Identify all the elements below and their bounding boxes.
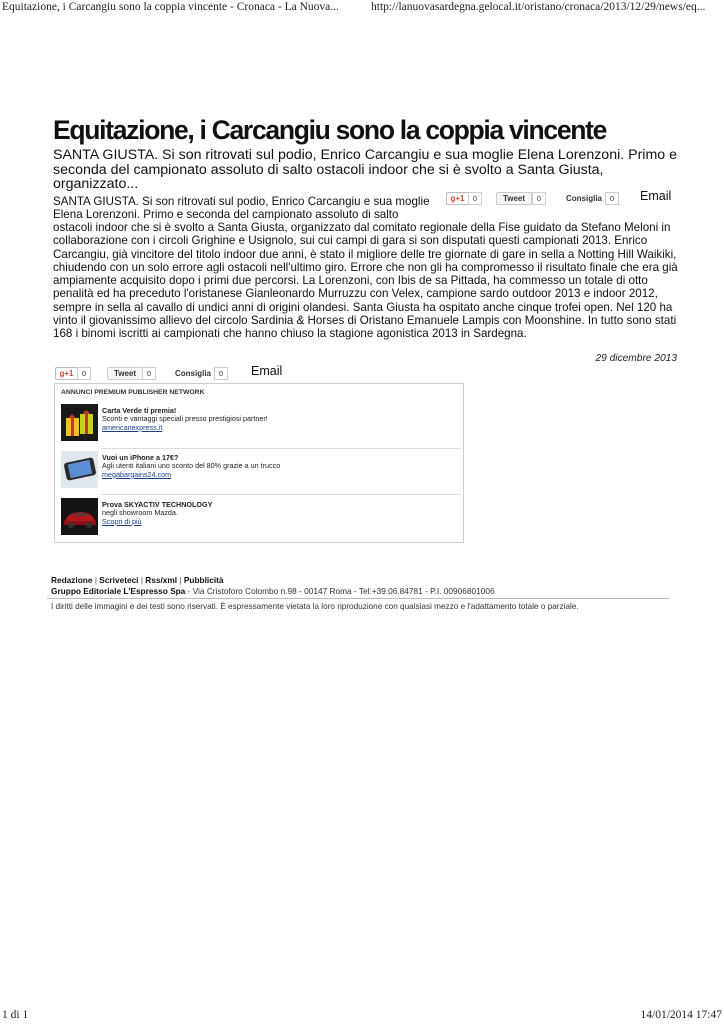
share-bar-top <box>446 189 686 206</box>
ad-link[interactable]: americanexpress.it <box>102 422 163 432</box>
print-datetime: 14/01/2014 17:47 <box>640 1009 722 1021</box>
ad-item[interactable] <box>61 498 461 544</box>
article-summary: SANTA GIUSTA. Si son ritrovati sul podio, Enrico Carcangiu e sua moglie Elena Lorenzoni. Primo e seconda del campionato assoluto di salto ostacoli indoor che si è svolto a Santa Giusta, organizzato... <box>53 147 678 193</box>
facebook-like-button[interactable]: Consiglia <box>565 194 602 203</box>
ad-description: negli showroom Mazda. <box>102 508 178 518</box>
gplus-count: 0 <box>468 192 482 205</box>
footer-separator: | <box>140 575 143 585</box>
ad-title[interactable]: Carta Verde ti premia! <box>102 406 177 415</box>
company-details: - Via Cristoforo Colombo n.98 - 00147 Roma - Tel:+39.06.84781 - P.I. 00906801006 <box>185 586 495 596</box>
gplus-icon: g <box>59 369 65 378</box>
article-lead: SANTA GIUSTA. Si son ritrovati sul podio, Enrico Carcangiu e sua moglie Elena Lorenzoni. Primo e seconda del campionato assoluto di salto <box>53 195 430 222</box>
company-name[interactable]: Gruppo Editoriale L'Espresso Spa <box>51 586 186 596</box>
company-info <box>51 586 495 596</box>
facebook-like-count: 0 <box>214 367 228 380</box>
article-body: ostacoli indoor che si è svolto a Santa Giusta, organizzato dal comitato regionale della Fise guidato da Stefano Meloni in collaborazione con i circoli Grighine e Usignolo, sui cui campi di gara si son disputati questi campionati 2013. Enrico Carcangiu, già vincitore del titolo indoor due anni, è stato il migliore delle tre giornate di gare in sella a Notting Hill Waikiki, chiudendo con un solo errore agli ostacoli nell'ultimo giro. Errore che non gli ha compromesso il risultato finale che era già ampiamente acquisito dopo i primi due percorsi. La Lorenzoni, con Ibis de sa Pittada, ha commesso un totale di otto penalità ed ha preceduto l'oristanese Gianleonardo Murruzzu con Velex, campione sardo outdoor 2013 e indoor 2012, sempre in sella al cavallo di undici anni di origini olandesi. Santa Giusta ha ospitato anche cinque trofei open. Nel 120 ha vinto il giovanissimo allievo del circolo Sardinia & Horses di Oristano Emanuele Lampis con Moonshine. In tutto sono stati 168 i binomi iscritti ai campionati che hanno chiuso la stagione agonistica 2013 in Sardegna. <box>53 221 678 341</box>
tweet-count: 0 <box>532 192 546 205</box>
ad-description: Agli utenti italiani uno sconto del 80% grazie a un trucco <box>102 461 281 471</box>
ads-title: ANNUNCI PREMIUM PUBLISHER NETWORK <box>61 389 205 396</box>
ad-title[interactable]: Vuoi un iPhone a 17€? <box>102 453 179 462</box>
tweet-button[interactable]: Tweet <box>107 367 143 380</box>
ad-divider <box>101 494 461 495</box>
footer-link-scriveteci[interactable]: Scriveteci <box>99 575 139 585</box>
tweet-button[interactable]: Tweet <box>496 192 532 205</box>
share-bar-bottom <box>55 364 295 381</box>
print-page-number: 1 di 1 <box>2 1009 29 1021</box>
footer-separator: | <box>179 575 182 585</box>
footer-separator: | <box>94 575 97 585</box>
print-page-url: http://lanuovasardegna.gelocal.it/oristano/cronaca/2013/12/29/news/eq... <box>371 1 706 13</box>
ad-link[interactable]: megabargains24.com <box>102 469 172 479</box>
ad-link[interactable]: Scopri di più <box>102 516 142 526</box>
ad-title[interactable]: Prova SKYACTIV TECHNOLOGY <box>102 500 213 509</box>
footer-links <box>51 575 224 585</box>
email-share-link[interactable]: Email <box>251 364 283 378</box>
ad-thumbnail-car[interactable] <box>61 498 98 535</box>
print-footer <box>0 1008 724 1024</box>
ad-description: Sconti e vantaggi speciali presso prestigiosi partner! <box>102 414 268 424</box>
sponsored-ads-box <box>54 383 464 543</box>
ad-divider <box>101 448 461 449</box>
print-header <box>0 0 724 16</box>
footer-link-rss[interactable]: Rss/xml <box>145 575 178 585</box>
ad-item[interactable] <box>61 451 461 497</box>
copyright-notice: I diritti delle immagini e dei testi sono riservati. È espressamente vietata la loro riproduzione con qualsiasi mezzo e l'adattamento totale o parziale. <box>51 602 579 611</box>
ad-item[interactable] <box>61 404 461 450</box>
ad-thumbnail-gifts[interactable] <box>61 404 98 441</box>
email-share-link[interactable]: Email <box>640 189 672 203</box>
gplus-button[interactable]: g+1 <box>55 367 78 380</box>
facebook-like-button[interactable]: Consiglia <box>174 369 211 378</box>
print-page-title: Equitazione, i Carcangiu sono la coppia vincente - Cronaca - La Nuova... <box>2 1 339 13</box>
gplus-button[interactable]: g+1 <box>446 192 469 205</box>
gplus-count: 0 <box>77 367 91 380</box>
gplus-icon: g <box>450 194 456 203</box>
article-headline: Equitazione, i Carcangiu sono la coppia vincente <box>53 115 607 145</box>
tweet-count: 0 <box>142 367 156 380</box>
facebook-like-count: 0 <box>605 192 619 205</box>
footer-divider <box>47 598 669 599</box>
ad-thumbnail-iphone[interactable] <box>61 451 98 488</box>
footer-link-redazione[interactable]: Redazione <box>51 575 93 585</box>
footer-link-pubblicita[interactable]: Pubblicità <box>183 575 224 585</box>
article-date: 29 dicembre 2013 <box>595 353 677 364</box>
